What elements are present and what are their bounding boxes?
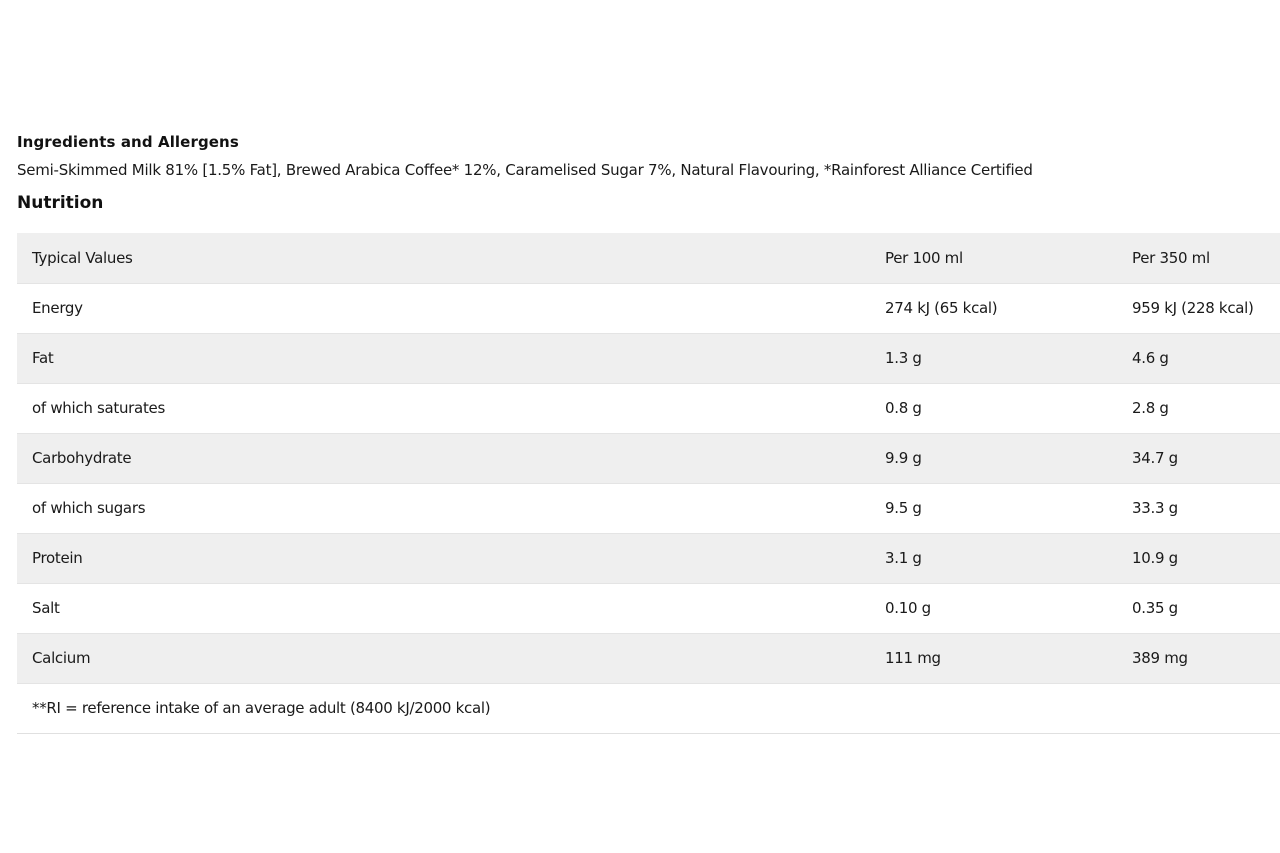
nutrient-name: Fat xyxy=(17,333,870,383)
nutrient-per-100: 9.5 g xyxy=(870,483,1117,533)
nutrient-name: of which saturates xyxy=(17,383,870,433)
nutrient-per-100: 274 kJ (65 kcal) xyxy=(870,283,1117,333)
reference-intake-footnote: **RI = reference intake of an average adult (8400 kJ/2000 kcal) xyxy=(17,683,1280,733)
nutrient-name: Energy xyxy=(17,283,870,333)
table-row xyxy=(17,483,1280,533)
table-row xyxy=(17,383,1280,433)
column-header-typical-values: Typical Values xyxy=(17,233,870,283)
nutrient-per-350: 34.7 g xyxy=(1117,433,1280,483)
nutrient-name: Carbohydrate xyxy=(17,433,870,483)
nutrient-per-100: 1.3 g xyxy=(870,333,1117,383)
nutrient-per-100: 9.9 g xyxy=(870,433,1117,483)
ingredients-heading: Ingredients and Allergens xyxy=(17,133,239,151)
table-row xyxy=(17,433,1280,483)
nutrient-per-100: 0.10 g xyxy=(870,583,1117,633)
nutrient-per-100: 3.1 g xyxy=(870,533,1117,583)
column-header-per-100: Per 100 ml xyxy=(870,233,1117,283)
table-header-row xyxy=(17,233,1280,283)
ingredients-text: Semi-Skimmed Milk 81% [1.5% Fat], Brewed Arabica Coffee* 12%, Caramelised Sugar 7%, Natural Flavouring, *Rainforest Alliance Certified xyxy=(17,161,1033,179)
nutrient-per-100: 111 mg xyxy=(870,633,1117,683)
nutrient-per-350: 10.9 g xyxy=(1117,533,1280,583)
table-row xyxy=(17,583,1280,633)
nutrient-per-100: 0.8 g xyxy=(870,383,1117,433)
nutrient-per-350: 2.8 g xyxy=(1117,383,1280,433)
table-row xyxy=(17,533,1280,583)
nutrient-name: Salt xyxy=(17,583,870,633)
nutrient-name: Calcium xyxy=(17,633,870,683)
table-row xyxy=(17,283,1280,333)
nutrition-heading: Nutrition xyxy=(17,193,104,213)
nutrient-per-350: 33.3 g xyxy=(1117,483,1280,533)
nutrient-name: of which sugars xyxy=(17,483,870,533)
nutrient-per-350: 389 mg xyxy=(1117,633,1280,683)
nutrient-per-350: 4.6 g xyxy=(1117,333,1280,383)
nutrition-table xyxy=(17,233,1280,734)
footnote-row xyxy=(17,683,1280,733)
nutrient-name: Protein xyxy=(17,533,870,583)
nutrient-per-350: 959 kJ (228 kcal) xyxy=(1117,283,1280,333)
column-header-per-350: Per 350 ml xyxy=(1117,233,1280,283)
table-row xyxy=(17,333,1280,383)
table-row xyxy=(17,633,1280,683)
nutrient-per-350: 0.35 g xyxy=(1117,583,1280,633)
